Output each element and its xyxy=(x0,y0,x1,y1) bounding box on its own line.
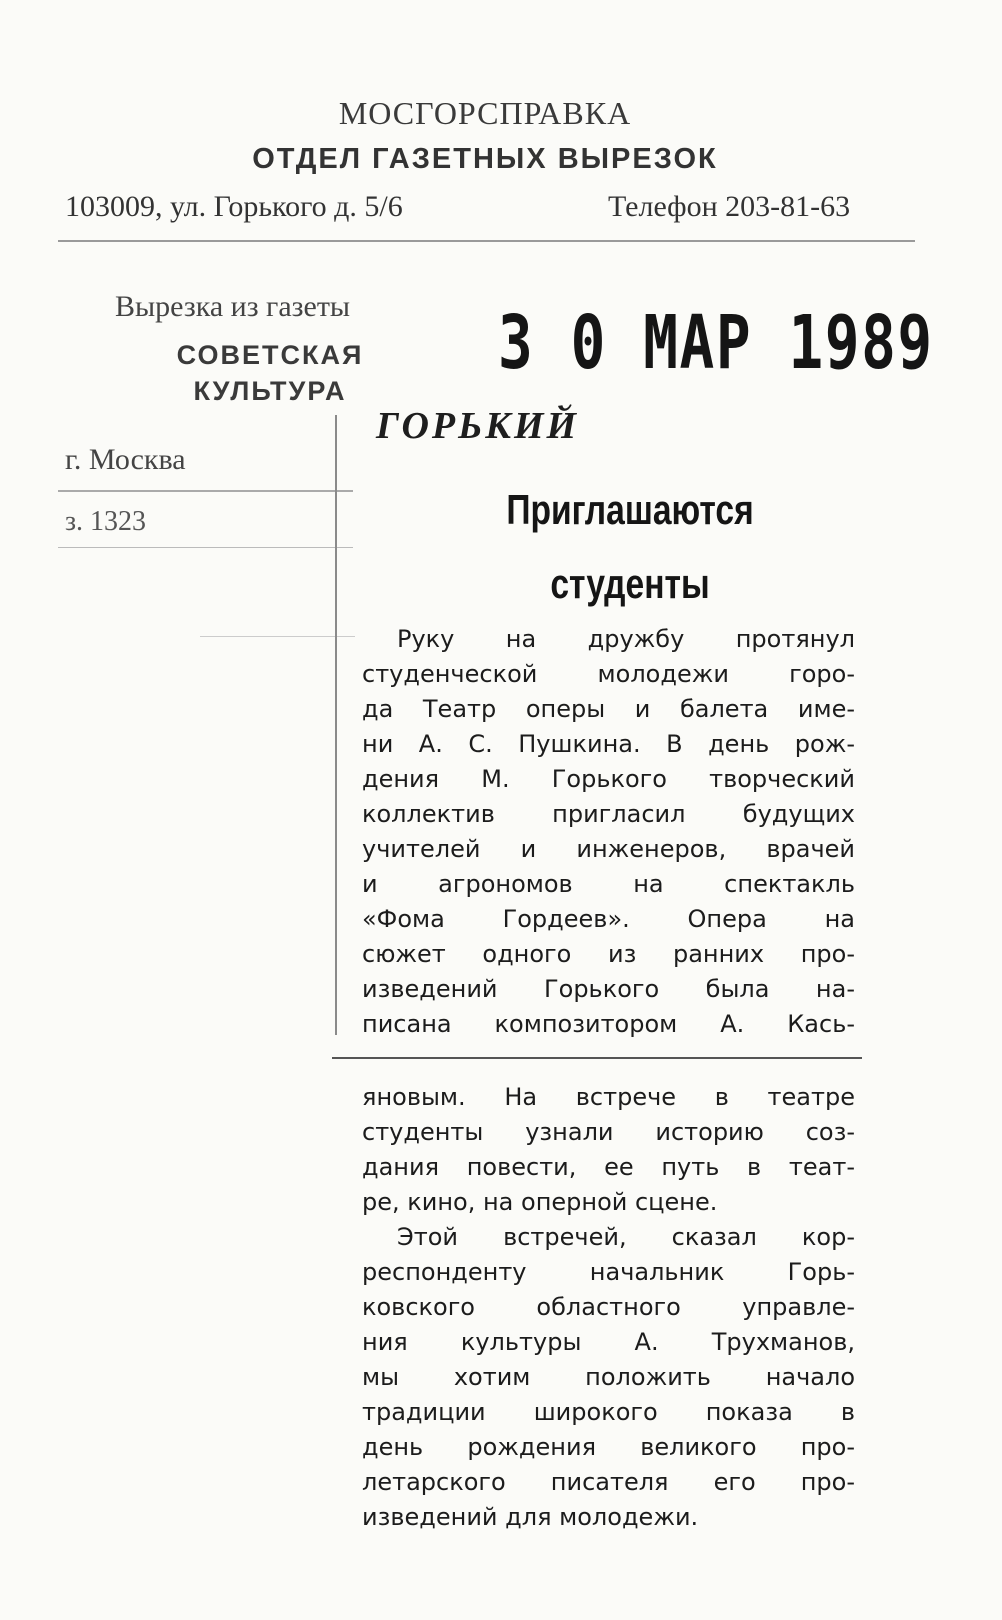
order-number: з. 1323 xyxy=(65,506,147,537)
text-line: ния культуры А. Трухманов, xyxy=(362,1328,855,1356)
text-line: сюжет одного из ранних про- xyxy=(362,940,855,968)
text-line: «Фома Гордеев». Опера на xyxy=(362,905,855,933)
letterhead-org: МОСГОРСПРАВКА xyxy=(338,95,632,131)
text-line: ни А. С. Пушкина. В день рож- xyxy=(362,730,855,758)
clipping-divider xyxy=(332,1057,862,1059)
text-line: студенты узнали историю соз- xyxy=(362,1118,855,1146)
meta-divider xyxy=(58,547,353,548)
text-line: коллектив пригласил будущих xyxy=(362,800,855,828)
text-line: ковского областного управле- xyxy=(362,1293,855,1321)
rubric-title: ГОРЬКИЙ xyxy=(376,405,580,447)
meta-divider xyxy=(200,636,355,637)
text-line: дения М. Горького творческий xyxy=(362,765,855,793)
newspaper-name-line1: СОВЕТСКАЯ xyxy=(176,340,364,370)
text-line: и агрономов на спектакль xyxy=(362,870,855,898)
cutting-from-label: Вырезка из газеты xyxy=(115,290,351,323)
clipping-border xyxy=(335,415,337,1035)
letterhead-address: 103009, ул. Горького д. 5/6 xyxy=(65,190,403,223)
text-line: изведений Горького была на- xyxy=(362,975,855,1003)
text-line: писана композитором А. Кась- xyxy=(362,1010,855,1038)
text-line: яновым. На встрече в театре xyxy=(362,1083,855,1111)
text-line: мы хотим положить начало xyxy=(362,1363,855,1391)
date-stamp: 3 0 МАР 1989 xyxy=(498,300,934,386)
text-line: Этой встречей, сказал кор- xyxy=(397,1223,855,1251)
text-line: студенческой молодежи горо- xyxy=(362,660,855,688)
text-line: учителей и инженеров, врачей xyxy=(362,835,855,863)
letterhead-phone: Телефон 203-81-63 xyxy=(608,190,851,223)
headline-line1: Приглашаются xyxy=(506,486,754,533)
text-line: традиции широкого показа в xyxy=(362,1398,855,1426)
city-label: г. Москва xyxy=(65,443,186,476)
text-line: летарского писателя его про- xyxy=(362,1468,855,1496)
headline-line2: студенты xyxy=(550,560,710,607)
meta-divider xyxy=(58,490,353,492)
text-line: Руку на дружбу протянул xyxy=(397,625,855,653)
text-line: изведений для молодежи. xyxy=(362,1503,699,1531)
header-divider xyxy=(58,240,915,242)
newspaper-name-line2: КУЛЬТУРА xyxy=(193,376,347,406)
text-line: ре, кино, на оперной сцене. xyxy=(362,1188,718,1216)
text-line: дания повести, ее путь в теат- xyxy=(362,1153,855,1181)
text-line: день рождения великого про- xyxy=(362,1433,855,1461)
letterhead-department: ОТДЕЛ ГАЗЕТНЫХ ВЫРЕЗОК xyxy=(252,143,718,175)
text-line: да Театр оперы и балета име- xyxy=(362,695,855,723)
text-line: респонденту начальник Горь- xyxy=(362,1258,855,1286)
newspaper-name xyxy=(140,337,400,409)
